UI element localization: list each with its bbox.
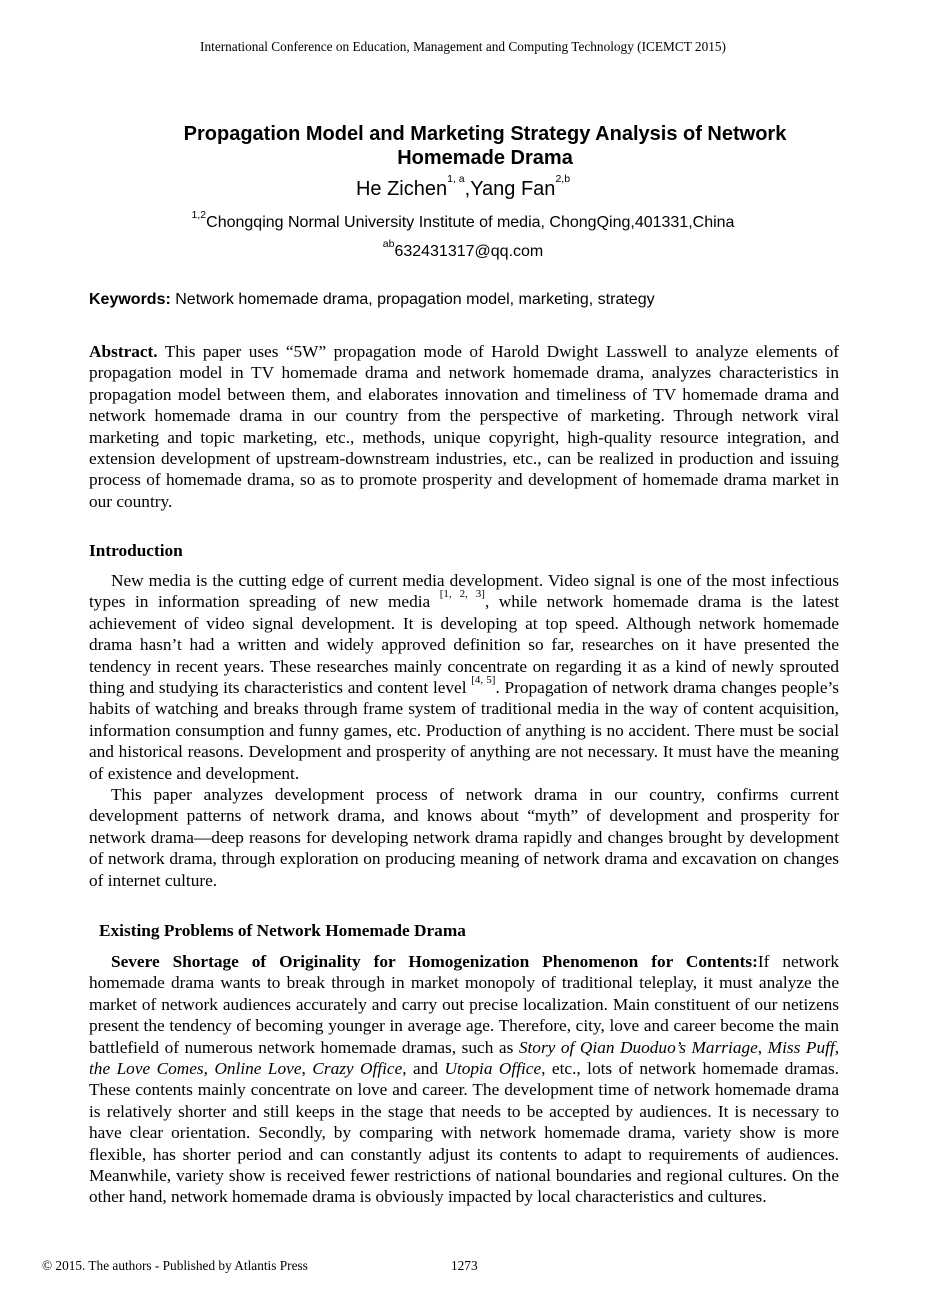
- email-address[interactable]: 632431317@qq.com: [394, 243, 544, 260]
- affiliation-marker: 1,2: [191, 209, 207, 221]
- drama-title: Story of Qian Duoduo’s Marriage: [518, 1037, 758, 1057]
- paragraph-text: , etc., lots of network homemade dramas. These contents mainly concentrate on love and career. The development time of network homemade drama is relatively shorter and still keeps in the stage that needs to be accepted by audiences. It is necessary to have clear orientation. Secondly, by comparing with network homemade drama, variety show is more flexible, has shorter period and can constantly adjust its contents to adapt to requirements of audiences. Meanwhile, variety show is received fewer restrictions of national boundaries and regional cultures. On the other hand, network homemade drama is obviously impacted by local characteristics and cultures.: [89, 1059, 840, 1207]
- email: [0, 238, 926, 262]
- copyright-notice: © 2015. The authors - Published by Atlantis Press: [42, 1258, 308, 1273]
- drama-title: Miss Puff: [767, 1037, 835, 1057]
- paragraph: [89, 570, 839, 784]
- title-line-1: Propagation Model and Marketing Strategy Analysis of Network: [183, 123, 787, 145]
- title-line-2: Homemade Drama: [397, 147, 573, 169]
- drama-title: Crazy Office: [312, 1059, 403, 1079]
- introduction-body: [89, 570, 839, 891]
- email-marker: ab: [382, 238, 395, 250]
- author-separator: ,: [464, 178, 471, 200]
- keywords: [89, 290, 839, 310]
- affiliation: [0, 209, 926, 233]
- separator: ,: [834, 1037, 840, 1057]
- abstract: [89, 341, 839, 512]
- drama-title: the Love Comes: [89, 1059, 204, 1079]
- abstract-label: Abstract.: [89, 342, 158, 361]
- paper-title: [120, 122, 850, 170]
- separator: ,: [203, 1059, 215, 1079]
- paragraph-text: . Propagation of network drama changes people’s habits of watching and breaks through frame system of traditional media in the way of content acquisition, information consumption and funny games, etc. Production of anything is no accident. There must be social and historical reasons. Development and prosperity of anything are not necessary. It must have the meaning of existence and development.: [89, 678, 840, 783]
- author-affiliation-marker: 1, a: [447, 173, 465, 185]
- separator: ,: [757, 1037, 768, 1057]
- abstract-text: This paper uses “5W” propagation mode of Harold Dwight Lasswell to analyze elements of propagation model in TV homemade drama and network homemade drama, analyzes characteristics in propagation model between them, and elaborates innovation and timeliness of TV homemade drama and network homemade drama in our country from the perspective of marketing. Through network viral marketing and topic marketing, etc., methods, unique copyright, high-quality resource integration, and extension development of upstream-downstream industries, etc., can be realized in production and issuing process of homemade drama, so as to promote prosperity and development of homemade drama market in our country.: [89, 342, 839, 511]
- subsection-heading: Severe Shortage of Originality for Homogenization Phenomenon for Contents:: [111, 952, 758, 971]
- paragraph: [89, 951, 839, 1208]
- existing-problems-body: [89, 951, 839, 1208]
- page-number: 1273: [451, 1258, 478, 1273]
- keywords-label: Keywords:: [89, 291, 171, 308]
- citation[interactable]: [4, 5]: [471, 674, 496, 687]
- paragraph-text: If network homemade drama wants to break through in market monopoly of traditional teleplay, it must analyze the market of network audiences accurately and carry out precise localization. Main constituent of our netizens present the tendency of becoming younger in average age. Therefore, city, love and career become the main battlefield of numerous network homemade dramas, such as: [89, 952, 839, 1057]
- drama-title: Online Love: [214, 1059, 302, 1079]
- running-head: International Conference on Education, Management and Computing Technology (ICEMCT 2015): [200, 39, 726, 54]
- paragraph-text: , while network homemade drama is the latest achievement of video signal development. It is developing at top speed. Although network homemade drama hasn’t had a written and widely approved definition so far, researches on it have presented the tendency in recent years. These researches mainly concentrate on regarding it as a kind of newly sprouted thing and studying its characteristics and content level: [89, 592, 839, 698]
- author-affiliation-marker: 2,b: [555, 173, 571, 185]
- drama-title: Utopia Office: [444, 1059, 542, 1079]
- author-name: Yang Fan: [470, 178, 556, 200]
- section-heading-introduction: Introduction: [89, 541, 183, 560]
- citation[interactable]: [1, 2, 3]: [439, 588, 485, 601]
- author-list: [0, 173, 926, 201]
- paragraph: This paper analyzes development process of network drama in our country, confirms current development patterns of network drama, and knows about “myth” of development and prosperity for network drama—deep reasons for developing network drama rapidly and changes brought by development of network drama, through exploration on producing meaning of network drama and excavation on changes of internet culture.: [89, 785, 839, 890]
- paragraph-text: New media is the cutting edge of current media development. Video signal is one of the most infectious types in information spreading of new media: [89, 571, 839, 612]
- separator: ,: [301, 1059, 313, 1079]
- section-heading-existing-problems: Existing Problems of Network Homemade Drama: [99, 921, 466, 940]
- author-name: He Zichen: [355, 178, 448, 200]
- affiliation-text: Chongqing Normal University Institute of media, ChongQing,401331,China: [206, 214, 735, 231]
- keywords-text: Network homemade drama, propagation model, marketing, strategy: [170, 291, 655, 308]
- separator: , and: [402, 1059, 445, 1079]
